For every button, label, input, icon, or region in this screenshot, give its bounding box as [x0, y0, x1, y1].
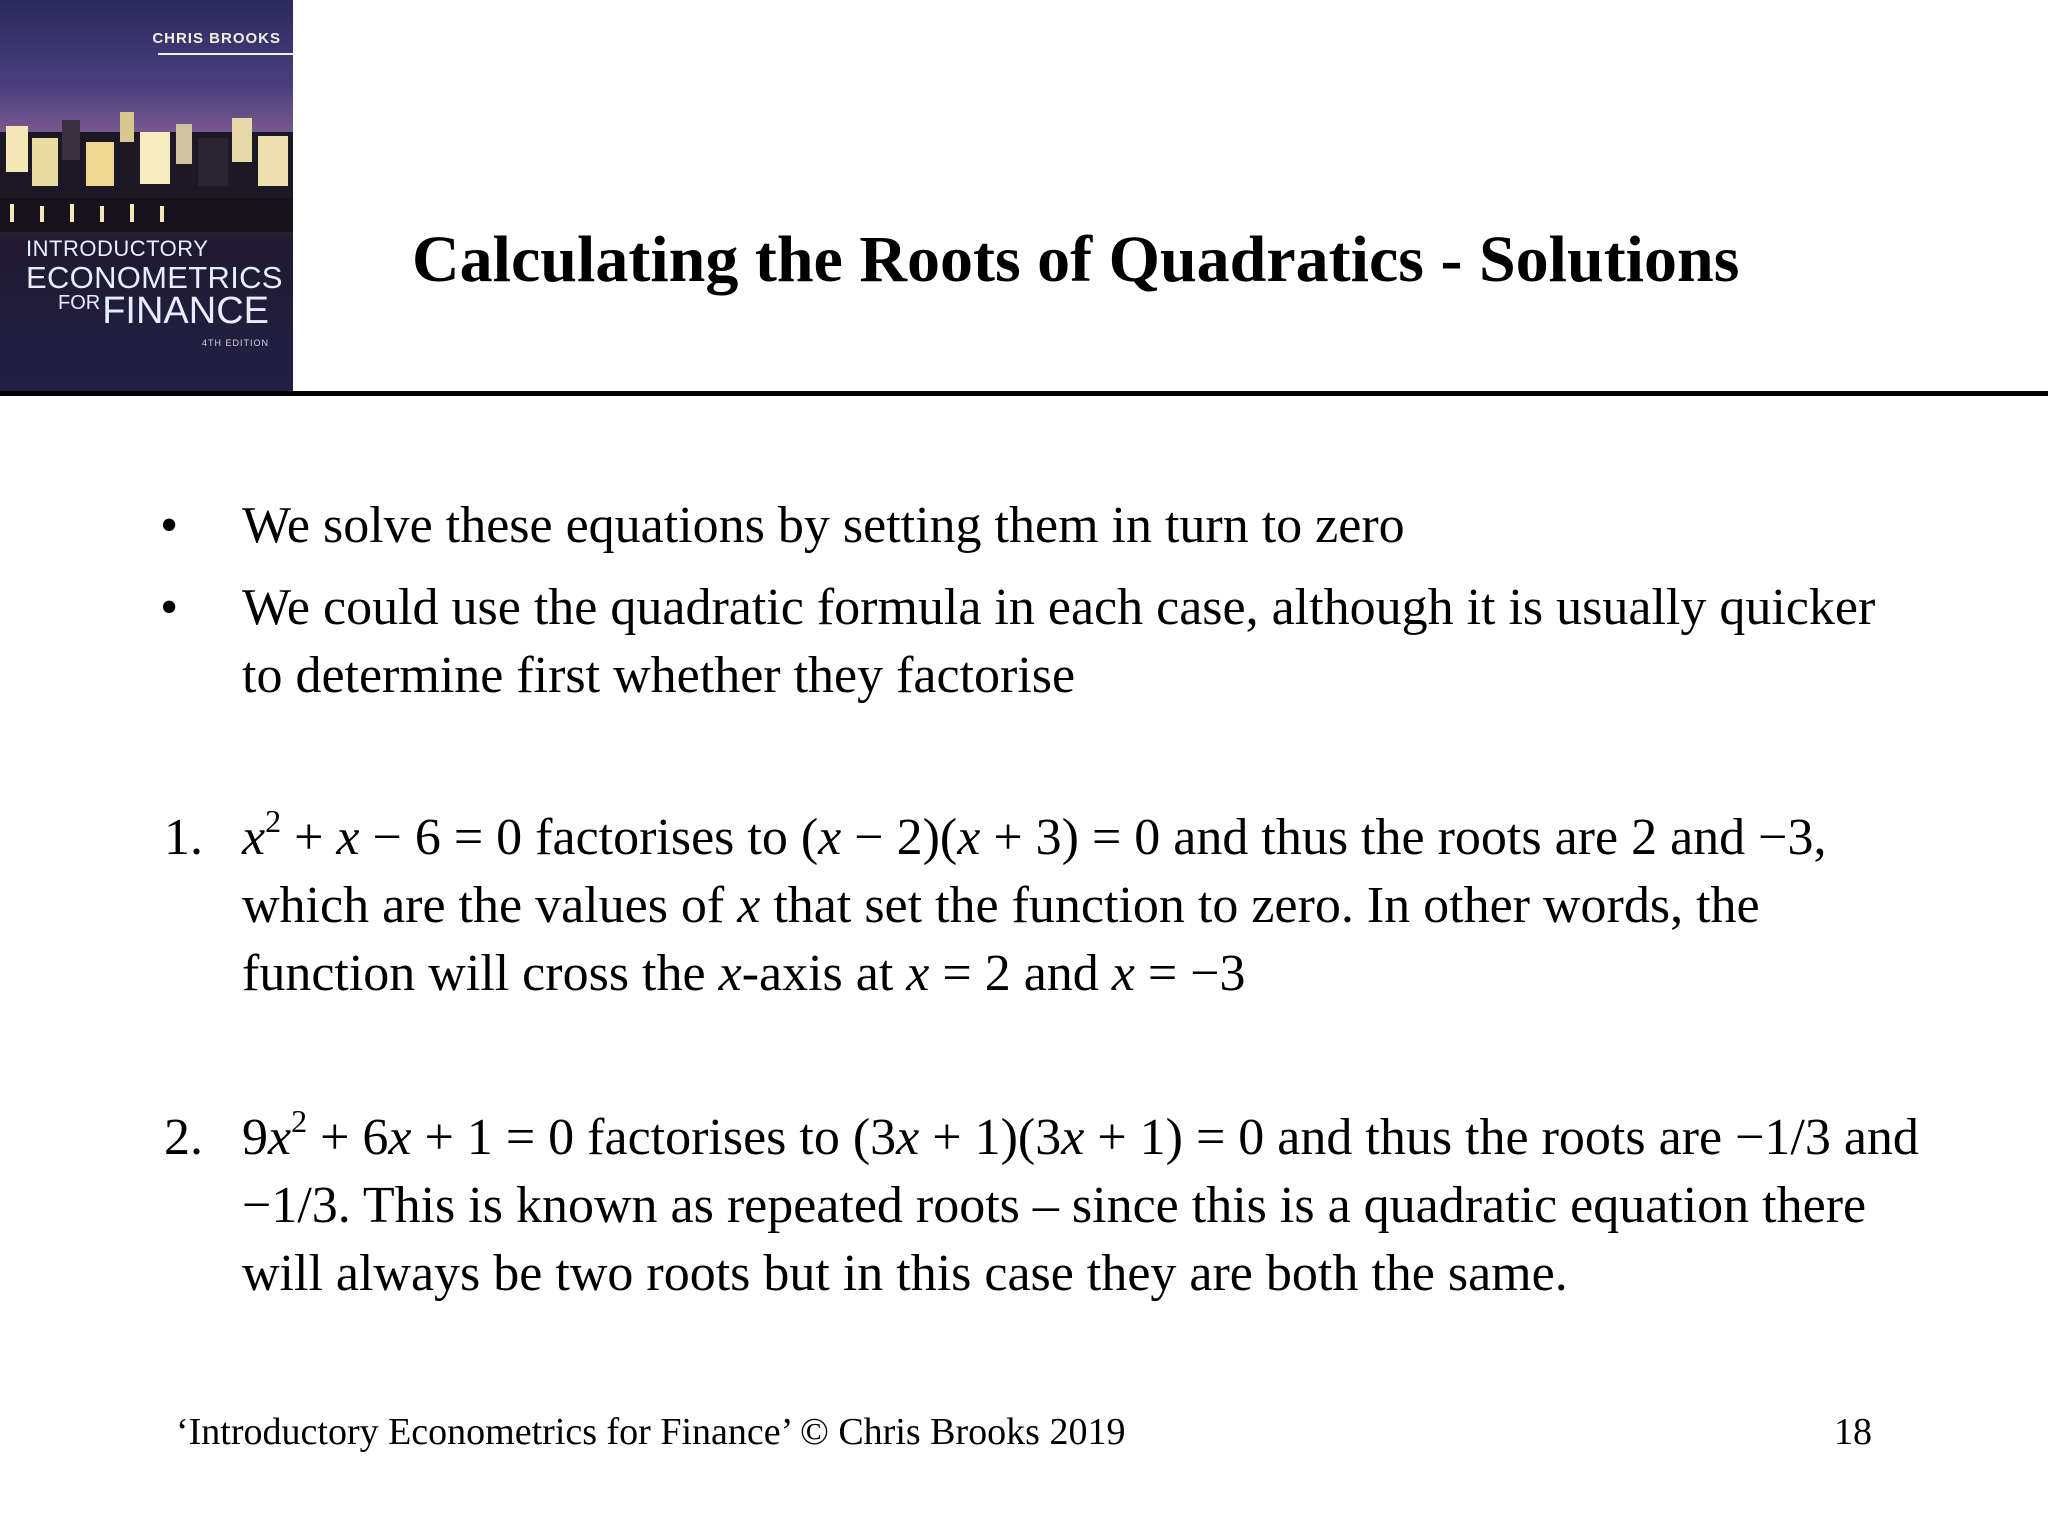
text-run: + 6 [307, 1109, 389, 1166]
math-var: x [268, 1109, 292, 1166]
text-run: -axis at [741, 945, 907, 1002]
slide-title: Calculating the Roots of Quadratics - Solutions [412, 223, 1740, 296]
text-run: − 6 = 0 factorises to ( [359, 809, 819, 866]
cover-title-line3 [58, 290, 269, 333]
text-run: − 2)( [841, 809, 958, 866]
math-var: x [336, 809, 360, 866]
page-number: 18 [1834, 1411, 1872, 1453]
math-var: x [896, 1109, 920, 1166]
math-var: x [1061, 1109, 1085, 1166]
bullet-dot: • [160, 579, 179, 636]
numbered-item-1 [160, 804, 1920, 1008]
cover-author: CHRIS BROOKS [152, 30, 281, 47]
text-run: + 1) = 0 and thus the roots are −1/3 and −1/3. This is known as repeated roots – since this is a quadratic equation there will always be two roots but in this case they are both the same. [242, 1109, 1919, 1302]
math-var: x [718, 945, 742, 1002]
cover-title-finance: FINANCE [102, 290, 270, 332]
text-run: 9 [242, 1109, 268, 1166]
title-divider [0, 391, 2048, 396]
cover-title-for: FOR [58, 292, 101, 314]
math-var: x [737, 877, 761, 934]
bullet-text: We solve these equations by setting them in turn to zero [242, 497, 1405, 554]
math-var: x [1111, 945, 1135, 1002]
text-run: = −3 [1134, 945, 1246, 1002]
bullet-text: We could use the quadratic formula in each case, although it is usually quicker to determine first whether they factorise [242, 579, 1876, 704]
math-var: x [906, 945, 930, 1002]
exponent: 2 [291, 1103, 308, 1139]
cover-edition: 4TH EDITION [201, 338, 269, 348]
footer-copyright: ‘Introductory Econometrics for Finance’ © Chris Brooks 2019 [176, 1411, 1126, 1453]
text-run: = 2 and [929, 945, 1112, 1002]
math-var: x [957, 809, 981, 866]
bullet-item [160, 574, 1920, 710]
text-run: that set the function to zero. In other words, the function will cross the [242, 877, 1760, 1002]
bullet-dot: • [160, 497, 179, 554]
text-run: + 3) = 0 and thus the roots are 2 and −3, which are the values of [242, 809, 1827, 934]
exponent: 2 [265, 803, 282, 839]
bullet-list [160, 492, 1920, 724]
math-var: x [818, 809, 842, 866]
item-text [242, 803, 1827, 1002]
numbered-list [160, 804, 1920, 1308]
item-number: 1. [164, 809, 203, 866]
cover-title-line2: ECONOMETRICS [26, 260, 283, 295]
cover-divider [158, 53, 293, 55]
item-text [242, 1103, 1919, 1302]
math-var: x [388, 1109, 412, 1166]
item-number: 2. [164, 1109, 203, 1166]
math-var: x [242, 809, 266, 866]
text-run: + [281, 809, 337, 866]
bullet-item [160, 492, 1920, 560]
city-skyline-graphic [0, 112, 293, 232]
cover-title-line1: INTRODUCTORY [26, 236, 209, 261]
numbered-item-2 [160, 1104, 1920, 1308]
book-cover-image [0, 0, 293, 392]
text-run: + 1 = 0 factorises to (3 [411, 1109, 897, 1166]
text-run: + 1)(3 [919, 1109, 1062, 1166]
